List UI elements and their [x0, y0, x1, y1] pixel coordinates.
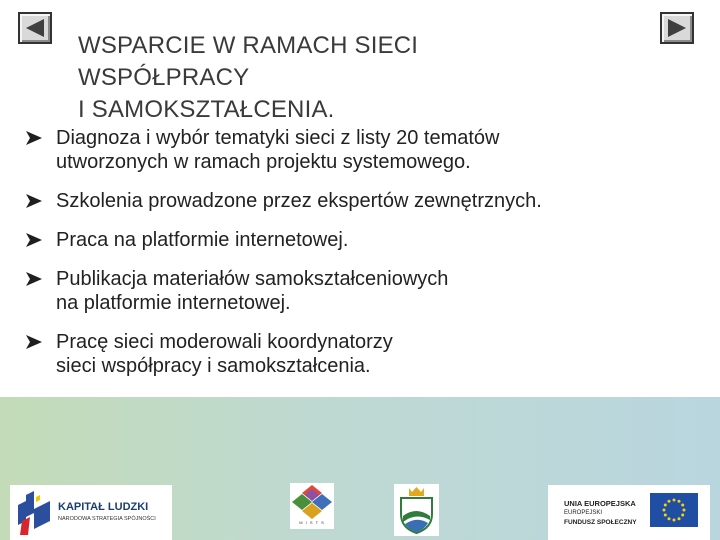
network-diamond-icon: [292, 485, 332, 519]
slide-title: [78, 30, 598, 126]
previous-slide-icon: [24, 18, 46, 38]
prev-slide-button[interactable]: [18, 12, 52, 44]
kapital-ludzki-subtitle: NARODOWA STRATEGIA SPÓJNOŚCI: [58, 516, 156, 522]
arrow-bullet-icon: [26, 272, 42, 286]
regional-crest-logo: [394, 484, 439, 536]
bullet-list: [26, 126, 706, 378]
kapital-ludzki-logo: [10, 485, 172, 540]
arrow-bullet-icon: [26, 335, 42, 349]
slide-title-line: I SAMOKSZTAŁCENIA.: [78, 96, 335, 123]
eu-fund-line: EUROPEJSKI: [564, 510, 603, 516]
next-slide-button[interactable]: [660, 12, 694, 44]
network-logo: [290, 483, 334, 529]
eu-social-fund-logo: [548, 485, 710, 540]
kapital-ludzki-name: KAPITAŁ LUDZKI: [58, 501, 149, 513]
arrow-bullet-icon: [26, 131, 42, 145]
slide-title-line: WSPÓŁPRACY: [78, 64, 250, 91]
bullet-item: [26, 189, 706, 213]
next-slide-icon: [666, 18, 688, 38]
kapital-ludzki-emblem-icon: [16, 491, 52, 535]
bullet-text: Publikacja materiałów samokształceniowych: [56, 268, 449, 290]
bullet-item: [26, 330, 706, 378]
bullet-item: [26, 267, 706, 315]
bullet-text: Praca na platformie internetowej.: [56, 229, 349, 251]
bullet-item: [26, 228, 706, 252]
bullet-text: Diagnoza i wybór tematyki sieci z listy 20 tematów: [56, 127, 500, 149]
bullet-text: Pracę sieci moderowali koordynatorzy: [56, 331, 393, 353]
network-logo-text: M I S T S: [299, 520, 325, 525]
arrow-bullet-icon: [26, 233, 42, 247]
bullet-text: utworzonych w ramach projektu systemowego.: [56, 151, 471, 173]
eu-name: UNIA EUROPEJSKA: [564, 499, 636, 508]
bullet-text: Szkolenia prowadzone przez ekspertów zewnętrznych.: [56, 190, 542, 212]
bullet-item: [26, 126, 706, 174]
eu-flag-icon: [650, 493, 698, 527]
bullet-text: na platformie internetowej.: [56, 292, 291, 314]
eu-fund-name: FUNDUSZ SPOŁECZNY: [564, 519, 637, 526]
bullet-text: sieci współpracy i samokształcenia.: [56, 355, 371, 377]
arrow-bullet-icon: [26, 194, 42, 208]
slide-title-line: WSPARCIE W RAMACH SIECI: [78, 32, 419, 59]
crown-shield-icon: [397, 486, 436, 534]
